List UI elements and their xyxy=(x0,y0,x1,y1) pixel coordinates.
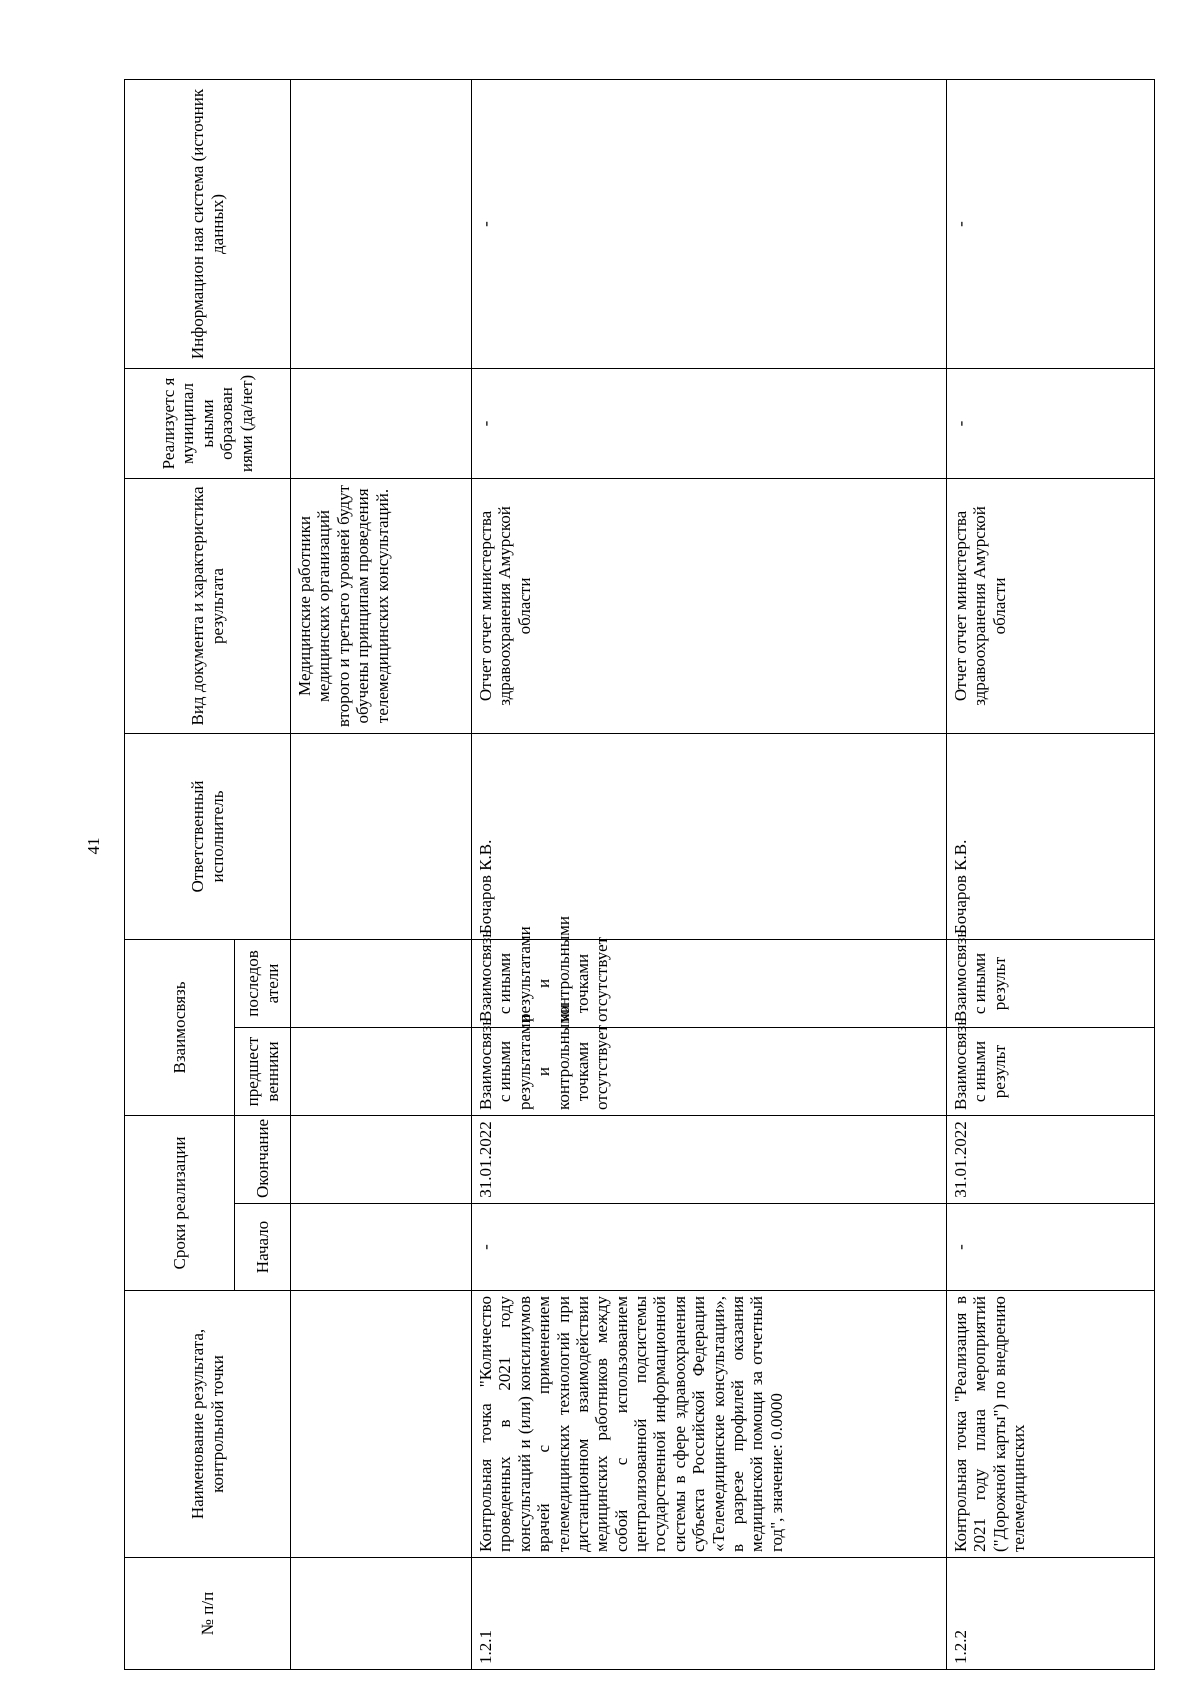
header-name: Наименование результата, контрольной точки xyxy=(125,1291,291,1558)
header-terms: Сроки реализации xyxy=(125,1116,235,1291)
cell-successors: Взаимосвязь с иными результатами и контрольными точками отсутствует xyxy=(472,939,947,1027)
header-num: № п/п xyxy=(125,1558,291,1670)
cell-end xyxy=(291,1116,472,1204)
cell-name: Контрольная точка "Реализация в 2021 году плана мероприятий ("Дорожной карты") по внедрению телемедицинских xyxy=(947,1291,1155,1558)
header-relation: Взаимосвязь xyxy=(125,939,235,1115)
header-doc-type: Вид документа и характеристика результата xyxy=(125,478,291,733)
cell-predecessors xyxy=(291,1028,472,1116)
cell-name xyxy=(291,1291,472,1558)
cell-info: - xyxy=(472,79,947,368)
cell-start: - xyxy=(472,1204,947,1291)
header-predecessors: предшест венники xyxy=(235,1028,291,1116)
cell-predecessors: Взаимосвязь с иными результ xyxy=(947,1028,1155,1116)
table-row xyxy=(947,79,1155,1669)
header-municipal: Реализуетс я муниципал ьными образован иями (да/нет) xyxy=(125,368,291,478)
cell-predecessors: Взаимосвязь с иными результатами и контрольными точками отсутствует xyxy=(472,1028,947,1116)
page-number: 41 xyxy=(84,837,103,855)
cell-municipal xyxy=(291,368,472,478)
plan-table xyxy=(124,79,1155,1670)
cell-municipal: - xyxy=(947,368,1155,478)
rotated-page xyxy=(124,80,1154,1670)
cell-num: 1.2.1 xyxy=(472,1558,947,1670)
header-responsible: Ответственный исполнитель xyxy=(125,733,291,939)
cell-doc: Отчет отчет министерства здравоохранения Амурской области xyxy=(472,478,947,733)
cell-responsible: Бочаров К.В. xyxy=(472,733,947,939)
cell-start xyxy=(291,1204,472,1291)
table-row xyxy=(291,79,472,1669)
header-start: Начало xyxy=(235,1204,291,1291)
cell-responsible xyxy=(291,733,472,939)
table-row xyxy=(472,79,947,1669)
header-successors: последов атели xyxy=(235,939,291,1027)
cell-info xyxy=(291,79,472,368)
cell-successors: Взаимосвязь с иными результ xyxy=(947,939,1155,1027)
cell-end: 31.01.2022 xyxy=(947,1116,1155,1204)
cell-name: Контрольная точка "Количество проведенных в 2021 году консультаций и (или) консилиумов врачей с применением телемедицинских технологий при дистанционном взаимодействии медицинских работников между собой с использованием централизованной подсистемы государственной информационной системы в сфере здравоохранения субъекта Российской Федерации «Телемедицинские консультации», в разрезе профилей оказания медицинской помощи за отчетный год", значение: 0.0000 xyxy=(472,1291,947,1558)
header-end: Окончание xyxy=(235,1116,291,1204)
cell-responsible: Бочаров К.В. xyxy=(947,733,1155,939)
cell-doc: Отчет отчет министерства здравоохранения Амурской области xyxy=(947,478,1155,733)
cell-num: 1.2.2 xyxy=(947,1558,1155,1670)
cell-info: - xyxy=(947,79,1155,368)
cell-municipal: - xyxy=(472,368,947,478)
cell-doc: Медицинские работники медицинских организаций второго и третьего уровней будут обучены принципам проведения телемедицинских консультаций. xyxy=(291,478,472,733)
cell-start: - xyxy=(947,1204,1155,1291)
cell-num xyxy=(291,1558,472,1670)
cell-successors xyxy=(291,939,472,1027)
cell-end: 31.01.2022 xyxy=(472,1116,947,1204)
header-info-system: Информацион ная система (источник данных) xyxy=(125,79,291,368)
